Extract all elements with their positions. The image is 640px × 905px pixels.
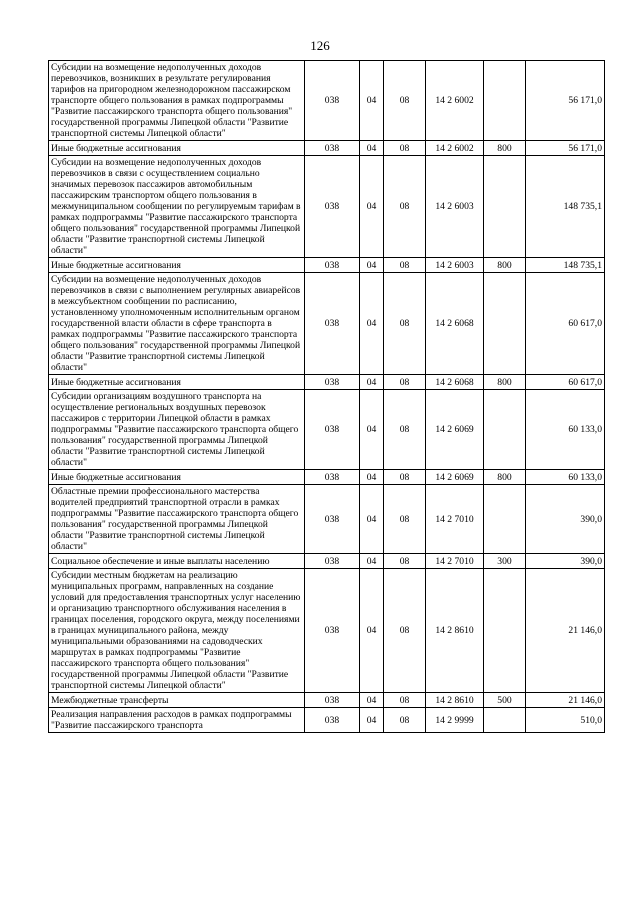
ministry-code: 038 xyxy=(305,569,360,693)
section-code: 04 xyxy=(360,554,384,569)
target-code: 14 2 6003 xyxy=(426,258,484,273)
table-row xyxy=(49,569,605,693)
subsection-code: 08 xyxy=(384,569,426,693)
page-number: 126 xyxy=(310,38,330,53)
ministry-code: 038 xyxy=(305,470,360,485)
table-row xyxy=(49,61,605,141)
amount: 21 146,0 xyxy=(526,569,605,693)
expense-type-code: 300 xyxy=(484,554,526,569)
expense-type-code: 800 xyxy=(484,470,526,485)
section-code: 04 xyxy=(360,390,384,470)
ministry-code: 038 xyxy=(305,554,360,569)
amount: 21 146,0 xyxy=(526,693,605,708)
row-name: Социальное обеспечение и иные выплаты населению xyxy=(49,554,305,569)
row-name: Иные бюджетные ассигнования xyxy=(49,470,305,485)
subsection-code: 08 xyxy=(384,258,426,273)
amount: 390,0 xyxy=(526,554,605,569)
ministry-code: 038 xyxy=(305,390,360,470)
ministry-code: 038 xyxy=(305,708,360,733)
table-row xyxy=(49,693,605,708)
amount: 148 735,1 xyxy=(526,258,605,273)
table-row xyxy=(49,485,605,554)
expense-type-code xyxy=(484,61,526,141)
subsection-code: 08 xyxy=(384,156,426,258)
subsection-code: 08 xyxy=(384,273,426,375)
subsection-code: 08 xyxy=(384,708,426,733)
amount: 56 171,0 xyxy=(526,141,605,156)
row-name: Иные бюджетные ассигнования xyxy=(49,141,305,156)
section-code: 04 xyxy=(360,485,384,554)
ministry-code: 038 xyxy=(305,375,360,390)
amount: 148 735,1 xyxy=(526,156,605,258)
section-code: 04 xyxy=(360,258,384,273)
ministry-code: 038 xyxy=(305,156,360,258)
section-code: 04 xyxy=(360,61,384,141)
target-code: 14 2 6068 xyxy=(426,273,484,375)
target-code: 14 2 9999 xyxy=(426,708,484,733)
amount: 60 133,0 xyxy=(526,390,605,470)
target-code: 14 2 6002 xyxy=(426,61,484,141)
amount: 60 617,0 xyxy=(526,375,605,390)
table-row xyxy=(49,708,605,733)
row-name: Субсидии на возмещение недополученных доходов перевозчиков в связи с выполнением регулярных авиарейсов в межсубъектном сообщении по расписанию, установленному уполномоченным исполнительным органом государственной власти области в сфере транспорта в рамках подпрограммы "Развитие пассажирского транспорта общего пользования" государственной программы Липецкой области "Развитие транспортной системы Липецкой области" xyxy=(49,273,305,375)
budget-table xyxy=(48,60,605,733)
section-code: 04 xyxy=(360,141,384,156)
subsection-code: 08 xyxy=(384,485,426,554)
row-name: Субсидии местным бюджетам на реализацию муниципальных программ, направленных на создание условий для предоставления транспортных услуг населению и организацию транспортного обслуживания населения в границах поселения, городского округа, между поселениями в границах муниципального района, между муниципальными образованиями на садоводческих маршрутах в рамках подпрограммы "Развитие пассажирского транспорта общего пользования" государственной программы Липецкой области "Развитие транспортной системы Липецкой области" xyxy=(49,569,305,693)
section-code: 04 xyxy=(360,693,384,708)
amount: 60 617,0 xyxy=(526,273,605,375)
target-code: 14 2 6002 xyxy=(426,141,484,156)
target-code: 14 2 6069 xyxy=(426,470,484,485)
ministry-code: 038 xyxy=(305,485,360,554)
expense-type-code: 800 xyxy=(484,141,526,156)
row-name: Субсидии организациям воздушного транспорта на осуществление региональных воздушных перевозок пассажиров с территории Липецкой области в рамках подпрограммы "Развитие пассажирского транспорта общего пользования" государственной программы Липецкой области "Развитие транспортной системы Липецкой области" xyxy=(49,390,305,470)
row-name: Реализация направления расходов в рамках подпрограммы "Развитие пассажирского транспорта xyxy=(49,708,305,733)
expense-type-code xyxy=(484,273,526,375)
target-code: 14 2 7010 xyxy=(426,554,484,569)
subsection-code: 08 xyxy=(384,375,426,390)
subsection-code: 08 xyxy=(384,141,426,156)
row-name: Иные бюджетные ассигнования xyxy=(49,375,305,390)
expense-type-code xyxy=(484,569,526,693)
table-row xyxy=(49,390,605,470)
table-row xyxy=(49,554,605,569)
table-row xyxy=(49,258,605,273)
target-code: 14 2 8610 xyxy=(426,693,484,708)
expense-type-code: 800 xyxy=(484,258,526,273)
section-code: 04 xyxy=(360,569,384,693)
target-code: 14 2 6003 xyxy=(426,156,484,258)
target-code: 14 2 6068 xyxy=(426,375,484,390)
amount: 510,0 xyxy=(526,708,605,733)
row-name: Субсидии на возмещение недополученных доходов перевозчиков в связи с осуществлением социально значимых перевозок пассажиров автомобильным пассажирским транспортом общего пользования в межмуниципальном сообщении по регулируемым тарифам в рамках подпрограммы "Развитие пассажирского транспорта общего пользования" государственной программы Липецкой области "Развитие транспортной системы Липецкой области" xyxy=(49,156,305,258)
amount: 56 171,0 xyxy=(526,61,605,141)
subsection-code: 08 xyxy=(384,470,426,485)
target-code: 14 2 6069 xyxy=(426,390,484,470)
table-row xyxy=(49,470,605,485)
ministry-code: 038 xyxy=(305,61,360,141)
table-row xyxy=(49,375,605,390)
subsection-code: 08 xyxy=(384,554,426,569)
section-code: 04 xyxy=(360,470,384,485)
row-name: Межбюджетные трансферты xyxy=(49,693,305,708)
subsection-code: 08 xyxy=(384,390,426,470)
ministry-code: 038 xyxy=(305,693,360,708)
amount: 390,0 xyxy=(526,485,605,554)
subsection-code: 08 xyxy=(384,693,426,708)
expense-type-code xyxy=(484,708,526,733)
ministry-code: 038 xyxy=(305,258,360,273)
ministry-code: 038 xyxy=(305,141,360,156)
subsection-code: 08 xyxy=(384,61,426,141)
expense-type-code xyxy=(484,390,526,470)
table-row xyxy=(49,156,605,258)
amount: 60 133,0 xyxy=(526,470,605,485)
row-name: Иные бюджетные ассигнования xyxy=(49,258,305,273)
row-name: Областные премии профессионального мастерства водителей предприятий транспортной отрасли в рамках подпрограммы "Развитие пассажирского транспорта общего пользования" государственной программы Липецкой области "Развитие транспортной системы Липецкой области" xyxy=(49,485,305,554)
section-code: 04 xyxy=(360,156,384,258)
expense-type-code: 500 xyxy=(484,693,526,708)
expense-type-code xyxy=(484,485,526,554)
expense-type-code xyxy=(484,156,526,258)
table-row xyxy=(49,273,605,375)
section-code: 04 xyxy=(360,708,384,733)
target-code: 14 2 7010 xyxy=(426,485,484,554)
target-code: 14 2 8610 xyxy=(426,569,484,693)
table-row xyxy=(49,141,605,156)
section-code: 04 xyxy=(360,375,384,390)
section-code: 04 xyxy=(360,273,384,375)
ministry-code: 038 xyxy=(305,273,360,375)
expense-type-code: 800 xyxy=(484,375,526,390)
row-name: Субсидии на возмещение недополученных доходов перевозчиков, возникших в результате регулирования тарифов на пригородном железнодорожном пассажирском транспорте общего пользования в рамках подпрограммы "Развитие пассажирского транспорта общего пользования" государственной программы Липецкой области "Развитие транспортной системы Липецкой области" xyxy=(49,61,305,141)
